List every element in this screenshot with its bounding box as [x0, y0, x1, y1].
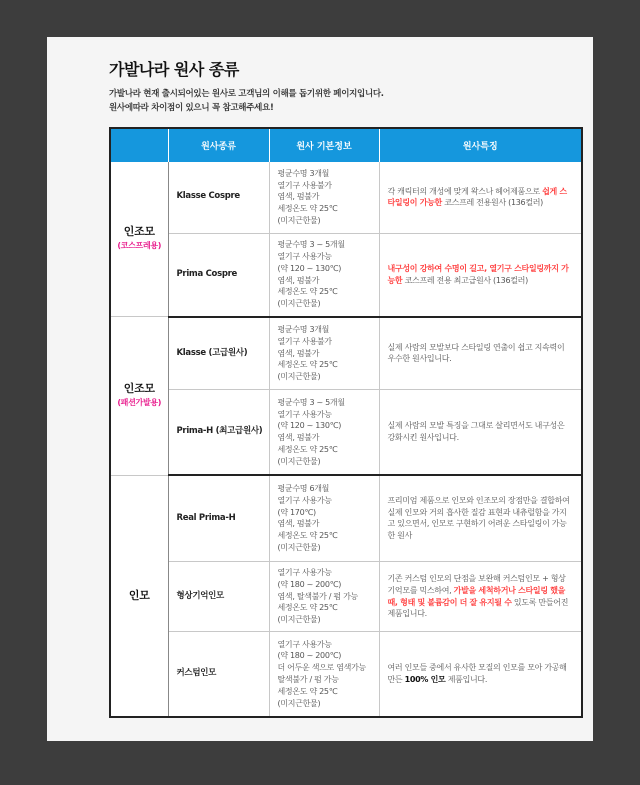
table-row	[110, 632, 582, 717]
description-line-2: 원사에따라 차이점이 있으니 꼭 참고해주세요!	[109, 103, 274, 113]
feature-text: 기존 커스텀 인모의 단점을 보완해 커스텀인모 + 형상기억모를 믹스하여,	[387, 573, 566, 595]
category-name: 인조모	[123, 382, 155, 396]
info-line: 평균수명 6개월	[277, 484, 330, 494]
feature-text: 코스프레 전용 최고급원사 (136컬러)	[402, 275, 528, 285]
table-row	[110, 475, 582, 561]
info-line: 평균수명 3개월	[277, 168, 330, 178]
info-line: 열기구 사용가능	[277, 409, 332, 419]
info-line: 평균수명 3개월	[277, 324, 330, 334]
feature-text: 코스프레 전용원사 (136컬러)	[441, 198, 544, 208]
page-description	[109, 87, 384, 115]
feature-text: 제품입니다.	[445, 675, 488, 685]
basic-info-cell	[269, 390, 379, 475]
feature-text: 있도록 만들어진 제품입니다.	[387, 597, 569, 619]
category-cell	[110, 475, 168, 717]
info-line: 열기구 사용불가	[277, 180, 332, 190]
basic-info-cell	[269, 475, 379, 561]
category-cell	[110, 162, 168, 317]
feature-text: 내구성이 강하여 수명이 길고, 열기구 스타일링까지 가능한	[387, 263, 569, 285]
category-subtitle: (코스프레용)	[117, 241, 162, 251]
header-basic-info: 원사 기본정보	[269, 128, 379, 162]
info-line: 세정온도 약 25℃	[277, 204, 338, 214]
info-line: 평균수명 3 ~ 5개월	[277, 240, 345, 250]
info-line: 열기구 사용가능	[277, 568, 332, 578]
info-line: 세정온도 약 25℃	[277, 603, 338, 613]
info-line: 세정온도 약 25℃	[277, 360, 338, 370]
info-line: (미지근한물)	[277, 543, 321, 553]
info-line: 세정온도 약 25℃	[277, 686, 338, 696]
features-cell	[379, 233, 582, 316]
basic-info-cell	[269, 233, 379, 316]
feature-text: 각 캐릭터의 개성에 맞게 왁스나 헤어제품으로	[387, 186, 543, 196]
header-features: 원사특징	[379, 128, 582, 162]
feature-text: 쉽게 스타일링이 가능한	[387, 186, 567, 208]
yarn-type-cell: Prima Cospre	[168, 233, 269, 316]
yarn-type-cell: Klasse Cospre	[168, 162, 269, 233]
basic-info-cell	[269, 561, 379, 631]
feature-text: 프리미엄 제품으로 인모와 인조모의 장점만을 결합하여 실제 인모와 거의 흡사한 질감 표현과 내츄럴함을 가지고 있으면서, 인모로 구현하기 어려운 스타일링이 가능한 원사	[387, 495, 570, 541]
yarn-type-cell: 형상기억인모	[168, 561, 269, 631]
category-name: 인조모	[123, 225, 155, 239]
info-line: (미지근한물)	[277, 698, 321, 708]
table-body	[110, 162, 582, 717]
table-header-row	[110, 128, 582, 162]
info-line: (미지근한물)	[277, 615, 321, 625]
table-row	[110, 390, 582, 475]
yarn-type-cell: Real Prima-H	[168, 475, 269, 561]
info-line: 열기구 사용가능	[277, 639, 332, 649]
category-cell	[110, 317, 168, 476]
features-cell	[379, 162, 582, 233]
table-row	[110, 561, 582, 631]
basic-info-cell	[269, 317, 379, 390]
feature-text: 실제 사람의 모발 특징을 그대로 살리면서도 내구성은 강화시킨 원사입니다.	[387, 421, 565, 443]
info-line: 염색, 펌불가	[277, 348, 320, 358]
yarn-type-cell: Prima-H (최고급원사)	[168, 390, 269, 475]
table-row	[110, 162, 582, 233]
feature-text: 여러 인모들 중에서 유사한 모질의 인모를 모아 가공해 만든	[387, 663, 567, 685]
basic-info-cell	[269, 162, 379, 233]
yarn-type-cell: Klasse (고급원사)	[168, 317, 269, 390]
info-line: (약 180 ~ 200℃)	[277, 579, 342, 589]
info-line: 염색, 펌불가	[277, 275, 320, 285]
yarn-type-cell: 커스텀인모	[168, 632, 269, 717]
info-line: (미지근한물)	[277, 299, 321, 309]
header-category	[110, 128, 168, 162]
feature-text: 가발을 세척하거나 스타일링 했을때, 형태 및 볼륨감이 더 잘 유지될 수	[387, 585, 566, 607]
table-row	[110, 317, 582, 390]
info-line: 세정온도 약 25℃	[277, 287, 338, 297]
table-row	[110, 233, 582, 316]
basic-info-cell	[269, 632, 379, 717]
info-line: 열기구 사용불가	[277, 336, 332, 346]
features-cell	[379, 475, 582, 561]
info-line: 세정온도 약 25℃	[277, 444, 338, 454]
features-cell	[379, 561, 582, 631]
info-line: 세정온도 약 25℃	[277, 531, 338, 541]
info-line: 평균수명 3 ~ 5개월	[277, 397, 345, 407]
document-page	[47, 37, 593, 741]
category-subtitle: (패션가발용)	[117, 397, 162, 407]
yarn-types-table	[109, 127, 583, 718]
info-line: (약 180 ~ 200℃)	[277, 651, 342, 661]
info-line: 염색, 탈색불가 / 펌 가능	[277, 591, 358, 601]
info-line: (약 170℃)	[277, 507, 316, 517]
features-cell	[379, 317, 582, 390]
features-cell	[379, 632, 582, 717]
header-yarn-type: 원사종류	[168, 128, 269, 162]
info-line: (미지근한물)	[277, 372, 321, 382]
info-line: 더 어두운 색으로 염색가능	[277, 663, 366, 673]
info-line: (미지근한물)	[277, 456, 321, 466]
description-line-1: 가발나라 현재 출시되어있는 원사로 고객님의 이해를 돕기위한 페이지입니다.	[109, 89, 384, 99]
info-line: (약 120 ~ 130℃)	[277, 263, 342, 273]
info-line: (미지근한물)	[277, 216, 321, 226]
info-line: 염색, 펌불가	[277, 433, 320, 443]
info-line: 염색, 펌불가	[277, 519, 320, 529]
category-name: 인모	[128, 588, 150, 602]
info-line: 탈색불가 / 펌 가능	[277, 675, 339, 685]
info-line: 열기구 사용가능	[277, 252, 332, 262]
feature-text: 100% 인모	[404, 675, 446, 685]
info-line: (약 120 ~ 130℃)	[277, 421, 342, 431]
features-cell	[379, 390, 582, 475]
page-title: 가발나라 원사 종류	[109, 60, 239, 79]
info-line: 염색, 펌불가	[277, 192, 320, 202]
info-line: 열기구 사용가능	[277, 495, 332, 505]
feature-text: 실제 사람의 모발보다 스타일링 연출이 쉽고 지속력이 우수한 원사입니다.	[387, 342, 565, 364]
